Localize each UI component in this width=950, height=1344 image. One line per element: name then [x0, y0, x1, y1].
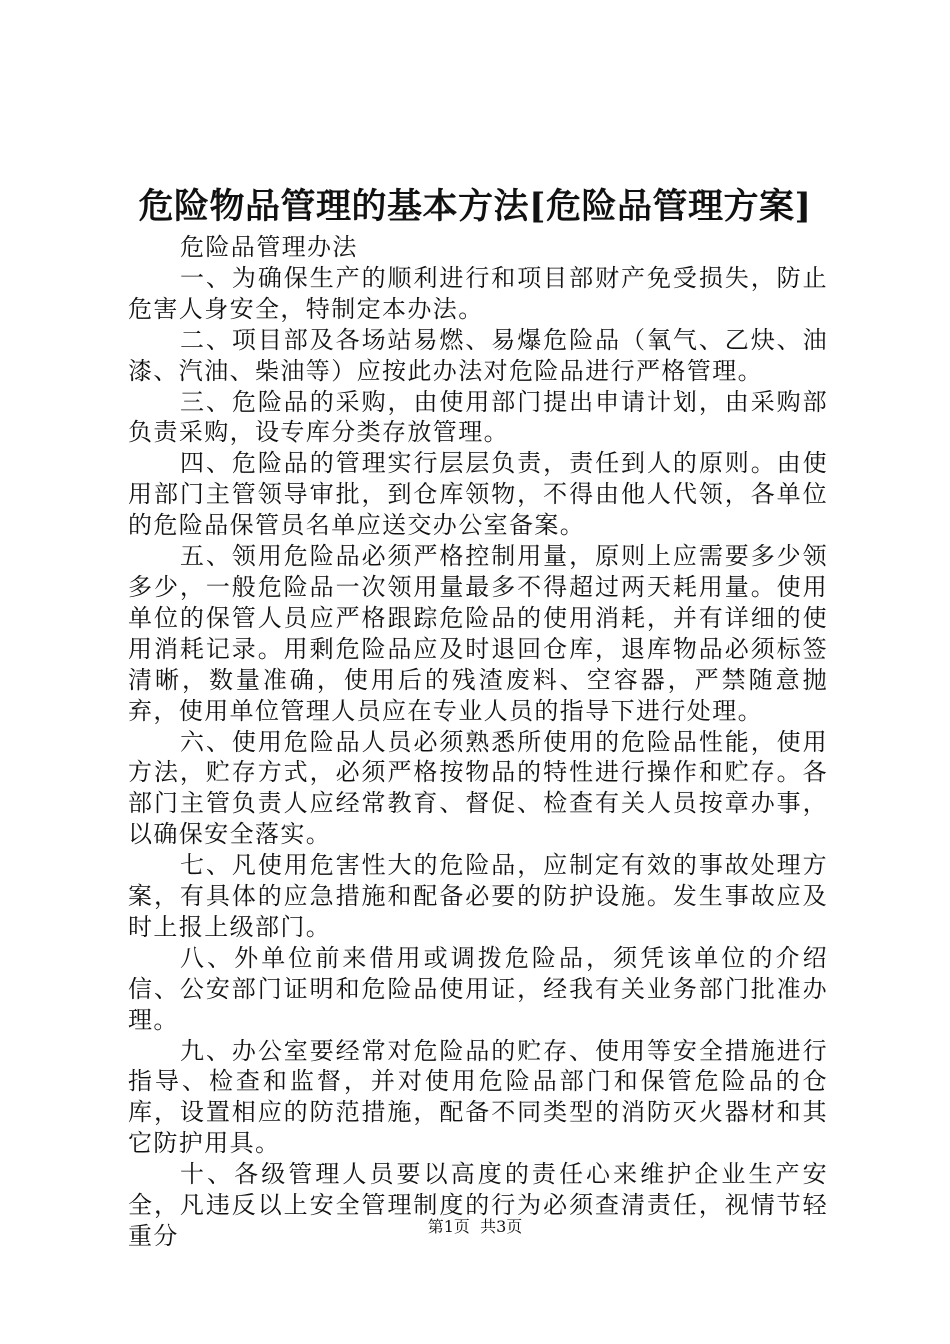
paragraph-6: 六、使用危险品人员必须熟悉所使用的危险品性能，使用方法，贮存方式，必须严格按物品的特性进行操作和贮存。各部门主管负责人应经常教育、督促、检查有关人员按章办事，以确保安全落实。	[128, 727, 828, 849]
document-title: 危险物品管理的基本方法[危险品管理方案]	[138, 186, 812, 227]
paragraph-2: 二、项目部及各场站易燃、易爆危险品（氧气、乙炔、油漆、汽油、柴油等）应按此办法对危险品进行严格管理。	[128, 325, 828, 385]
paragraph-3: 三、危险品的采购，由使用部门提出申请计划，由采购部负责采购，设专库分类存放管理。	[128, 387, 828, 447]
paragraph-heading: 危险品管理办法	[180, 233, 358, 261]
paragraph-8: 八、外单位前来借用或调拨危险品，须凭该单位的介绍信、公安部门证明和危险品使用证，经我有关业务部门批准办理。	[128, 943, 828, 1034]
paragraph-7: 七、凡使用危害性大的危险品，应制定有效的事故处理方案，有具体的应急措施和配备必要的防护设施。发生事故应及时上报上级部门。	[128, 851, 828, 941]
page-number-footer: 第1页 共3页	[427, 1217, 523, 1236]
paragraph-10: 十、各级管理人员要以高度的责任心来维护企业生产安全，凡违反以上安全管理制度的行为必须查清责任，视情节轻重分	[128, 1160, 828, 1250]
paragraph-4: 四、危险品的管理实行层层负责，责任到人的原则。由使用部门主管领导审批，到仓库领物，不得由他人代领，各单位的危险品保管员名单应送交办公室备案。	[128, 449, 828, 540]
paragraph-5: 五、领用危险品必须严格控制用量，原则上应需要多少领多少，一般危险品一次领用量最多不得超过两天耗用量。使用单位的保管人员应严格跟踪危险品的使用消耗，并有详细的使用消耗记录。用剩危险品应及时退回仓库，退库物品必须标签清晰，数量准确，使用后的残渣废料、空容器，严禁随意抛弃，使用单位管理人员应在专业人员的指导下进行处理。	[128, 542, 828, 725]
document-body	[128, 232, 828, 1252]
paragraph-1: 一、为确保生产的顺利进行和项目部财产免受损失，防止危害人身安全，特制定本办法。	[128, 263, 828, 323]
paragraph-9: 九、办公室要经常对危险品的贮存、使用等安全措施进行指导、检查和监督，并对使用危险品部门和保管危险品的仓库，设置相应的防范措施，配备不同类型的消防灭火器材和其它防护用具。	[128, 1036, 828, 1158]
